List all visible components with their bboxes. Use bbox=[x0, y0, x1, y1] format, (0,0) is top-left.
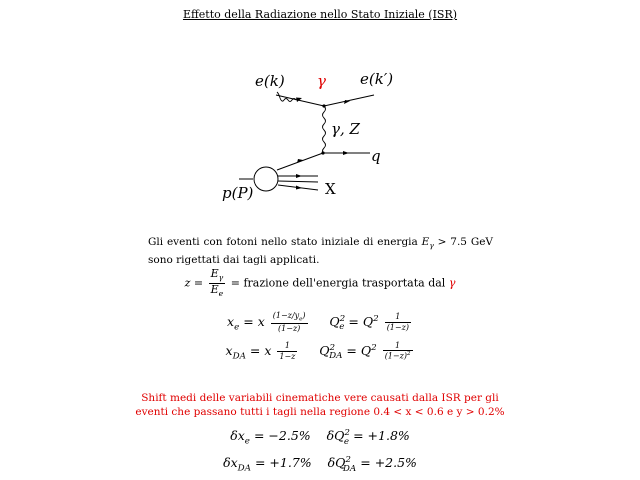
outgoing-electron-line bbox=[324, 95, 374, 106]
formula-xda: $x_{DA} = x$ bbox=[225, 342, 272, 362]
intro-text: Gli eventi con fotoni nello stato iniziale di energia $E_\gamma > 7.5$ GeV sono rigettati dai tagli applicati. bbox=[148, 236, 494, 267]
isr-shift-note: Shift medi delle variabili cinematiche vere causati dalla ISR per gli eventi che passano tutti i tagli nella regione 0.4 < x < 0.6 e y > 0.2% bbox=[135, 392, 505, 418]
z-definition: z = $\frac{E_\gamma}{E_e}$ = frazione dell'energia trasportata dal γ bbox=[184, 267, 456, 299]
proton-blob bbox=[254, 167, 278, 191]
e-gamma-symbol: $E_\gamma$ bbox=[421, 236, 434, 251]
quark-out-arrow bbox=[343, 151, 349, 155]
label-proton: p(P) bbox=[222, 184, 254, 202]
shift-values-electron bbox=[0, 428, 640, 447]
shift-qe: $\delta Q^2_e = +1.8\%$ bbox=[326, 428, 410, 447]
double-angle-formulas: $x_{DA} = x$ $\frac{1}{1-z}$ $Q^2_{DA} = Q^2$ $\frac{1}{(1-z)^2}$ bbox=[225, 341, 411, 362]
label-remnant: X bbox=[325, 180, 336, 198]
label-boson: γ, Z bbox=[331, 120, 360, 138]
formula-qda: $Q^2_{DA} = Q^2$ bbox=[319, 342, 377, 362]
shift-xe: $\delta x_e = -2.5\%$ bbox=[230, 428, 311, 447]
electron-arrow bbox=[296, 98, 302, 103]
label-outgoing-electron: e(k′) bbox=[360, 70, 394, 88]
z-fraction: $\frac{E_\gamma}{E_e}$ bbox=[210, 267, 224, 299]
slide-title: Effetto della Radiazione nello Stato Iniziale (ISR) bbox=[182, 8, 458, 21]
isr-photon-line bbox=[277, 92, 296, 102]
label-quark: q bbox=[371, 147, 381, 165]
label-photon: γ bbox=[317, 72, 326, 90]
boson-line bbox=[323, 106, 326, 154]
remnant-line-2 bbox=[278, 181, 318, 182]
shift-xda: $\delta x_{DA} = +1.7\%$ bbox=[223, 455, 312, 474]
shift-qda: $\delta Q^2_{DA} = +2.5\%$ bbox=[327, 455, 417, 474]
shift-values-double-angle bbox=[0, 455, 640, 474]
electron-method-formulas: $x_e = x$ $\frac{(1-z/y_e)}{(1-z)}$ $Q^2_e = Q^2$ $\frac{1}{(1-z)}$ bbox=[227, 311, 409, 334]
formula-xe: $x_e = x$ bbox=[227, 313, 265, 333]
label-incoming-electron: e(k) bbox=[255, 72, 285, 90]
remnant-arrow-1 bbox=[296, 174, 302, 178]
formula-qe: $Q^2_e = Q^2$ bbox=[329, 313, 379, 333]
